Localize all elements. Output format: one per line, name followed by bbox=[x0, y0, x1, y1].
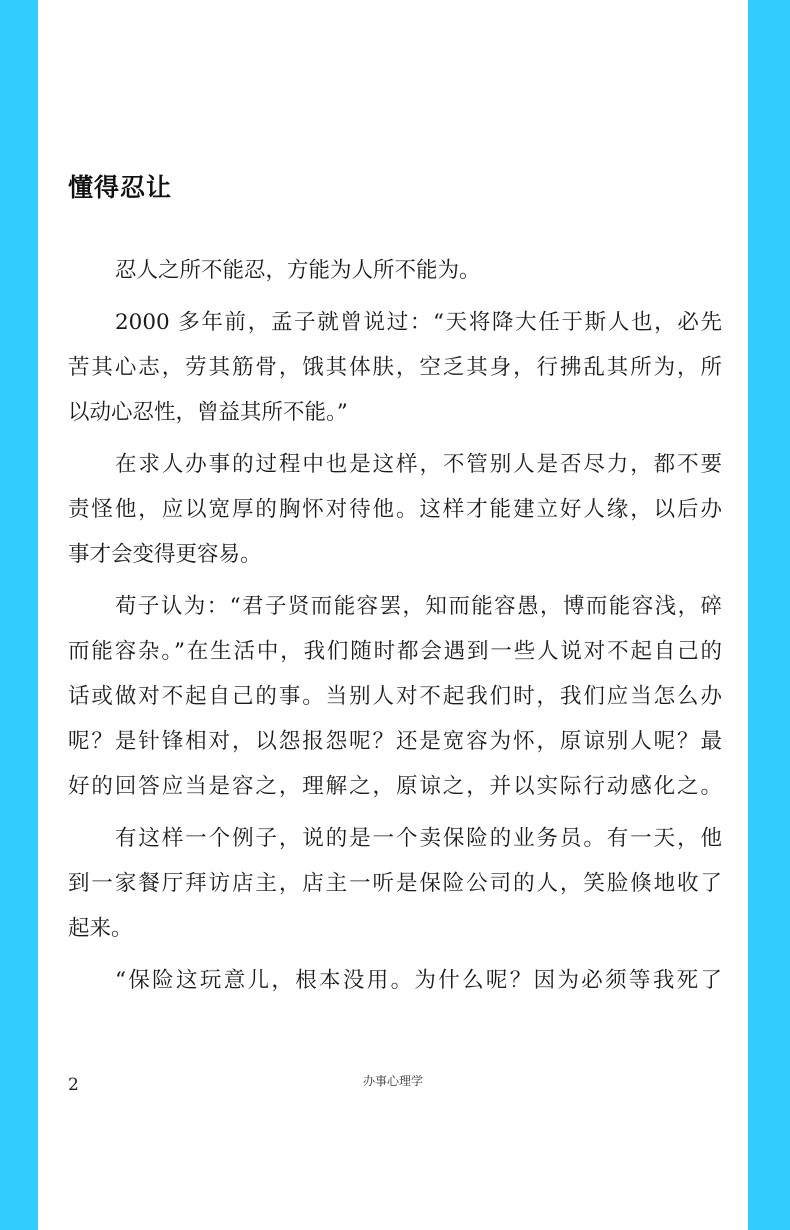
text-line: 责怪他，应以宽厚的胸怀对待他。这样才能建立好人缘，以后办 bbox=[68, 497, 722, 522]
paragraph bbox=[68, 816, 722, 951]
text-line: 2000 多年前，孟子就曾说过：“天将降大任于斯人也，必先 bbox=[115, 310, 722, 335]
text-line: 荀子认为：“君子贤而能容罢，知而能容愚，博而能容浅，碎 bbox=[115, 594, 722, 619]
paragraph bbox=[68, 442, 722, 577]
text-line: 事才会变得更容易。 bbox=[68, 542, 262, 567]
text-line: 呢？是针锋相对，以怨报怨呢？还是宽容为怀，原谅别人呢？最 bbox=[68, 729, 722, 754]
paragraph bbox=[68, 584, 722, 809]
book-page bbox=[38, 0, 748, 1230]
text-line: 好的回答应当是容之，理解之，原谅之，并以实际行动感化之。 bbox=[68, 774, 722, 799]
text-line: 以动心忍性，曾益其所不能。” bbox=[68, 400, 348, 425]
running-footer-title: 办事心理学 bbox=[362, 1074, 423, 1088]
text-line: 到一家餐厅拜访店主，店主一听是保险公司的人，笑脸倏地收了 bbox=[68, 871, 722, 896]
paragraph bbox=[68, 248, 722, 293]
body-text bbox=[68, 248, 722, 1003]
paragraph bbox=[68, 300, 722, 435]
text-line: 有这样一个例子，说的是一个卖保险的业务员。有一天，他 bbox=[115, 826, 722, 851]
text-line: 起来。 bbox=[68, 916, 133, 941]
text-line: 苦其心志，劳其筋骨，饿其体肤，空乏其身，行拂乱其所为，所 bbox=[68, 355, 722, 380]
chapter-title: 懂得忍让 bbox=[68, 173, 173, 202]
text-line: 话或做对不起自己的事。当别人对不起我们时，我们应当怎么办 bbox=[68, 684, 722, 709]
text-line: “保险这玩意儿，根本没用。为什么呢？因为必须等我死了 bbox=[115, 968, 722, 993]
left-side-band bbox=[0, 0, 38, 1230]
right-side-band bbox=[748, 0, 790, 1230]
paragraph bbox=[68, 958, 722, 1003]
text-line: 在求人办事的过程中也是这样，不管别人是否尽力，都不要 bbox=[115, 452, 722, 477]
text-line: 而能容杂。”在生活中，我们随时都会遇到一些人说对不起自己的 bbox=[68, 639, 722, 664]
text-line: 忍人之所不能忍，方能为人所不能为。 bbox=[115, 258, 481, 283]
page-number: 2 bbox=[68, 1075, 79, 1095]
